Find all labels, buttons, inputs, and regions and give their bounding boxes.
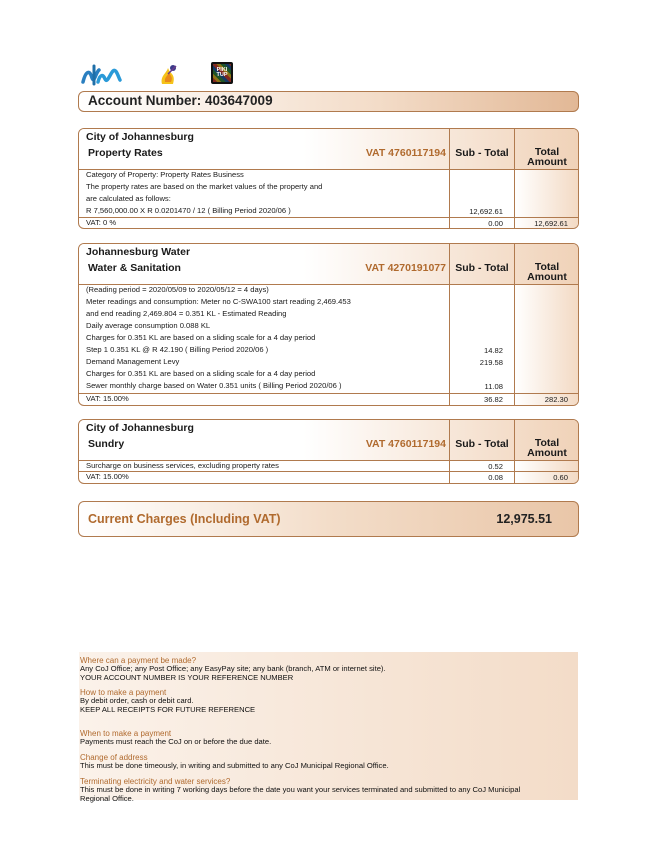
info-text: Payments must reach the CoJ on or before the due date. — [80, 737, 272, 746]
subtotal-value: 219.58 — [479, 358, 503, 367]
total-header: Total Amount — [527, 146, 567, 168]
section-vat: VAT 4760117194 — [365, 147, 446, 159]
section-vat: VAT 4760117194 — [365, 438, 446, 450]
info-text: This must be done timeously, in writing and submitted to any CoJ Municipal Regional Office. — [80, 761, 389, 770]
section-header — [79, 244, 578, 284]
info-heading: When to make a payment — [80, 729, 172, 738]
subtotal-value: 36.82 — [483, 395, 503, 404]
section-vat: VAT 4270191077 — [365, 262, 446, 274]
total-value: 0.60 — [553, 473, 568, 482]
section-service: Property Rates — [88, 147, 163, 159]
coj-logo — [80, 62, 122, 88]
info-heading: How to make a payment — [80, 688, 167, 697]
flame-icon — [158, 62, 180, 88]
subtotal-value: 0.00 — [488, 219, 503, 228]
line-item: Step 1 0.351 KL @ R 42.190 ( Billing Period 2020/06 ) — [86, 345, 269, 354]
info-text: By debit order, cash or debit card. KEEP ALL RECEIPTS FOR FUTURE REFERENCE — [80, 696, 256, 714]
line-item: The property rates are based on the market values of the property and — [86, 182, 323, 191]
info-heading: Where can a payment be made? — [80, 656, 197, 665]
line-item: Charges for 0.351 KL are based on a sliding scale for a 4 day period — [86, 369, 316, 378]
info-text: This must be done in writing 7 working days before the date you want your services terminated and submitted to any CoJ Municipal Regional Office. — [80, 785, 521, 803]
section-org: City of Johannesburg — [86, 131, 194, 143]
subtotal-header: Sub - Total — [455, 438, 509, 450]
section-service: Sundry — [88, 438, 125, 450]
account-number: Account Number: 403647009 — [88, 93, 273, 108]
info-text: Any CoJ Office; any Post Office; any EasyPay site; any bank (branch, ATM or internet site). YOUR ACCOUNT NUMBER IS YOUR REFERENCE NUMBER — [80, 664, 386, 682]
total-value: 282.30 — [544, 395, 568, 404]
subtotal-value: 14.82 — [483, 346, 503, 355]
section-header — [79, 129, 578, 169]
total-header: Total Amount — [527, 261, 567, 283]
current-charges-value: 12,975.51 — [496, 512, 552, 526]
line-item: Daily average consumption 0.088 KL — [86, 321, 211, 330]
line-item: and end reading 2,469.804 = 0.351 KL - Estimated Reading — [86, 309, 287, 318]
subtotal-value: 11.08 — [484, 382, 503, 391]
section-org: City of Johannesburg — [86, 422, 194, 434]
info-heading: Terminating electricity and water services? — [80, 777, 231, 786]
line-item: (Reading period = 2020/05/09 to 2020/05/12 = 4 days) — [86, 285, 269, 294]
line-item: VAT: 0 % — [86, 218, 117, 227]
subtotal-value: 0.52 — [488, 462, 503, 471]
line-item: Charges for 0.351 KL are based on a sliding scale for a 4 day period — [86, 333, 316, 342]
line-item: Meter readings and consumption: Meter no C-SWA100 start reading 2,469.453 — [86, 297, 351, 306]
line-item: R 7,560,000.00 X R 0.0201470 / 12 ( Billing Period 2020/06 ) — [86, 206, 291, 215]
line-item: Demand Management Levy — [86, 357, 180, 366]
line-item: Sewer monthly charge based on Water 0.351 units ( Billing Period 2020/06 ) — [86, 381, 342, 390]
line-item: VAT: 15.00% — [86, 394, 129, 403]
line-item: Category of Property: Property Rates Business — [86, 170, 244, 179]
line-item: VAT: 15.00% — [86, 472, 129, 481]
current-charges-label: Current Charges (Including VAT) — [88, 512, 281, 526]
subtotal-value: 0.08 — [488, 473, 503, 482]
subtotal-value: 12,692.61 — [469, 207, 503, 216]
total-value: 12,692.61 — [534, 219, 568, 228]
account-number-bar — [78, 91, 579, 112]
pikitup-logo-text: PIKI TUP — [216, 67, 228, 78]
pikitup-logo — [211, 62, 233, 84]
current-charges-bar — [78, 501, 579, 537]
section-service: Water & Sanitation — [88, 262, 181, 274]
line-item: are calculated as follows: — [86, 194, 171, 203]
payment-info-panel — [79, 652, 578, 803]
section-org: Johannesburg Water — [86, 246, 191, 258]
line-item: Surcharge on business services, excluding property rates — [86, 461, 279, 470]
subtotal-header: Sub - Total — [455, 147, 509, 159]
section-header — [79, 420, 578, 460]
total-header: Total Amount — [527, 437, 567, 459]
subtotal-header: Sub - Total — [455, 262, 509, 274]
info-heading: Change of address — [80, 753, 148, 762]
